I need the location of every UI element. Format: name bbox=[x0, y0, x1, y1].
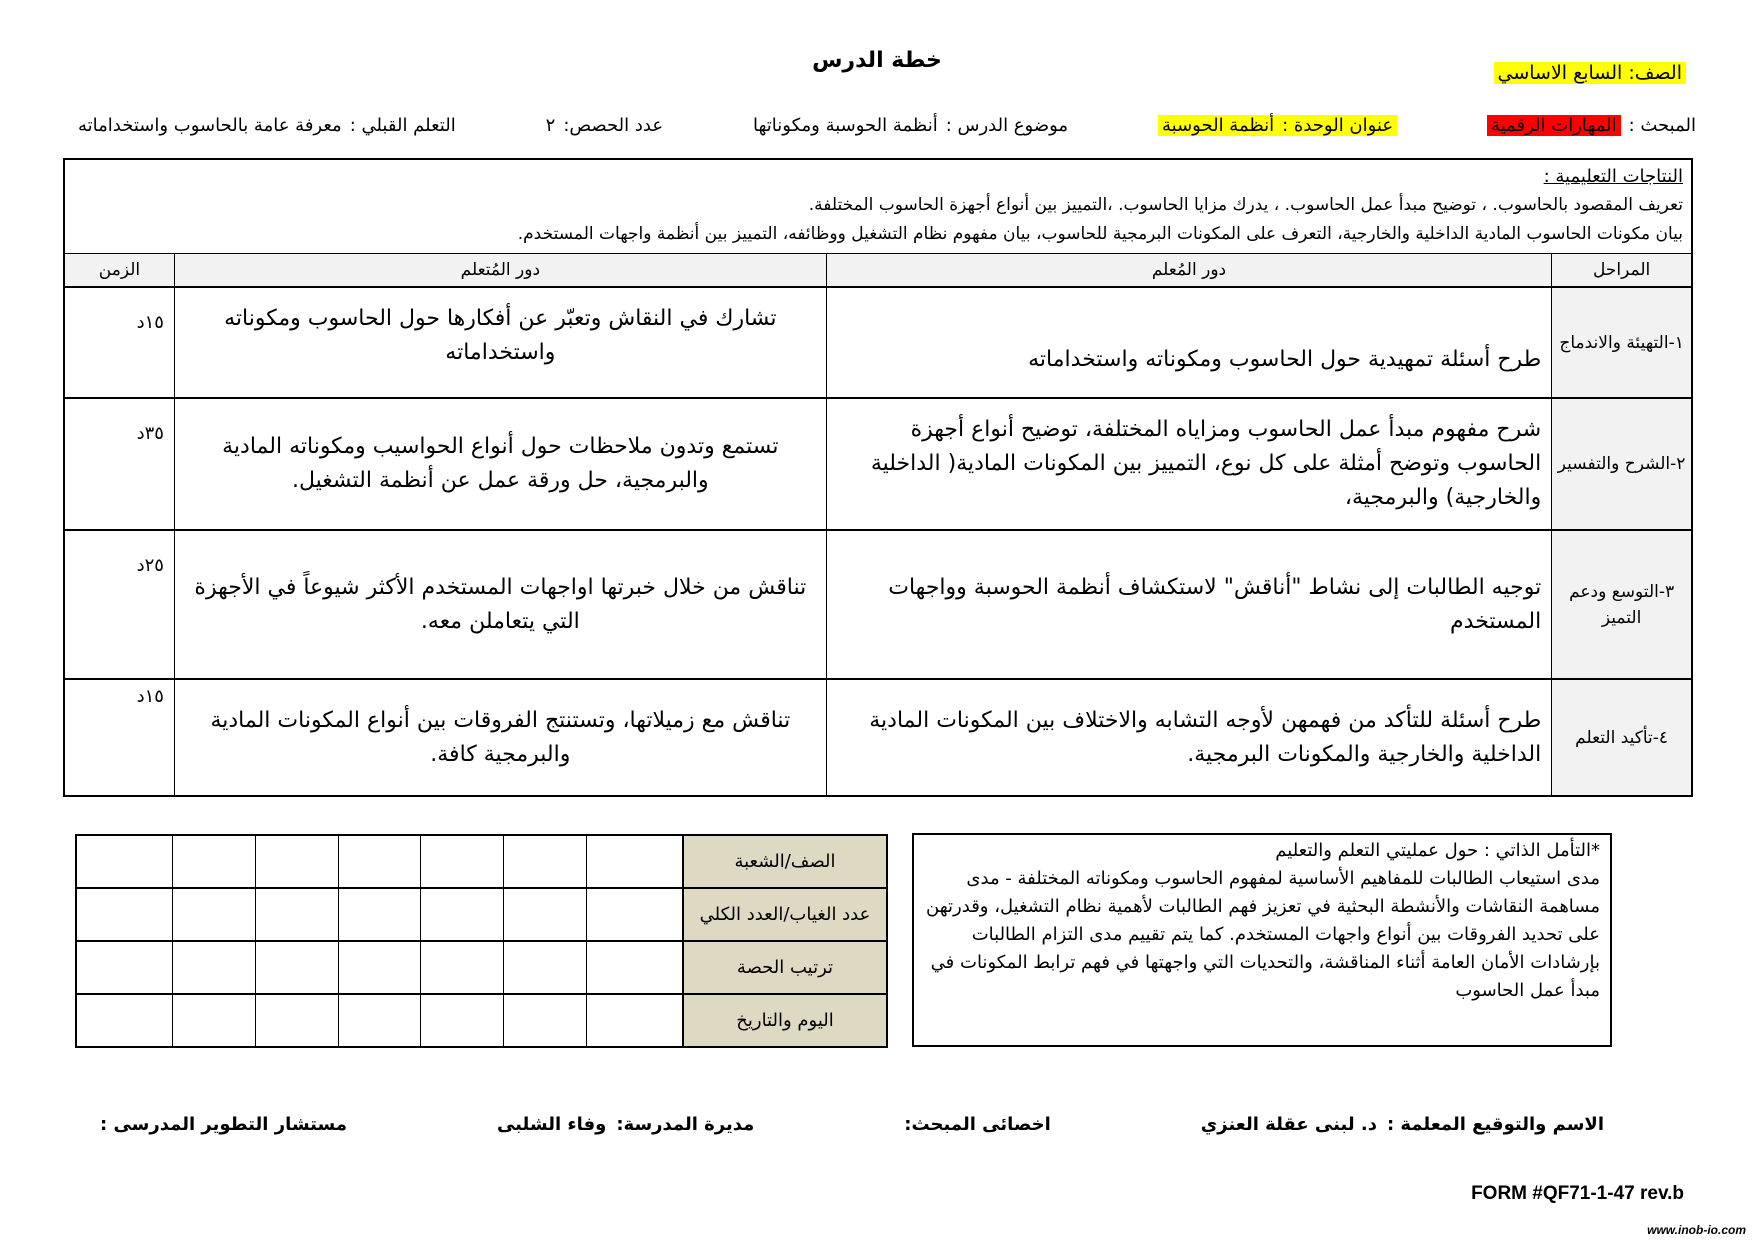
learner-role-cell: تناقش مع زميلاتها، وتستنتج الفروقات بين أنواع المكونات المادية والبرمجية كافة. bbox=[174, 679, 826, 796]
attendance-cell[interactable] bbox=[586, 941, 683, 994]
teacher-signature-label: الاسم والتوقيع المعلمة : bbox=[1386, 1114, 1604, 1135]
self-reflection-box bbox=[912, 833, 1612, 1047]
attendance-cell[interactable] bbox=[338, 888, 421, 941]
attendance-row bbox=[76, 888, 887, 941]
teacher-role-cell: طرح أسئلة تمهيدية حول الحاسوب ومكوناته واستخداماته bbox=[826, 287, 1551, 398]
attendance-cell[interactable] bbox=[173, 888, 256, 941]
teacher-role-cell: توجيه الطالبات إلى نشاط "أناقش" لاستكشاف أنظمة الحوسبة وواجهات المستخدم bbox=[826, 530, 1551, 679]
grade-label: الصف: bbox=[1628, 62, 1682, 84]
attendance-row bbox=[76, 835, 887, 888]
attendance-cell[interactable] bbox=[338, 835, 421, 888]
topic-value: أنظمة الحوسبة ومكوناتها bbox=[753, 114, 938, 136]
attendance-cell[interactable] bbox=[504, 941, 587, 994]
attendance-cell[interactable] bbox=[586, 888, 683, 941]
attendance-cell[interactable] bbox=[255, 941, 338, 994]
outcomes-title: النتاجات التعليمية : bbox=[1543, 166, 1683, 187]
attendance-cell[interactable] bbox=[255, 994, 338, 1047]
unit-field bbox=[1158, 115, 1397, 136]
attendance-cell[interactable] bbox=[76, 835, 173, 888]
topic-field bbox=[753, 115, 1068, 136]
prior-learning-value: معرفة عامة بالحاسوب واستخداماته bbox=[78, 114, 342, 136]
attendance-cell[interactable] bbox=[255, 888, 338, 941]
prior-learning-field bbox=[78, 115, 456, 136]
outcomes-line-2: بيان مكونات الحاسوب المادية الداخلية والخارجية، التعرف على المكونات البرمجية للحاسوب، بيان مفهوم نظام التشغيل ووظائفه، التمييز بين أنظمة واجهات المستخدم. bbox=[517, 224, 1683, 244]
teacher-role-cell: طرح أسئلة للتأكد من فهمهن لأوجه التشابه والاختلاف بين المكونات المادية الداخلية والخارجية والمكونات البرمجية. bbox=[826, 679, 1551, 796]
time-cell: ١٥د bbox=[64, 679, 174, 796]
attendance-cell[interactable] bbox=[255, 835, 338, 888]
specialist-label: اخصائى المبحث: bbox=[904, 1114, 1051, 1135]
prior-learning-label: التعلم القبلي : bbox=[349, 114, 456, 136]
header-time: الزمن bbox=[64, 254, 174, 288]
site-watermark: www.inob-io.com bbox=[1647, 1223, 1746, 1237]
attendance-cell[interactable] bbox=[173, 941, 256, 994]
attendance-cell[interactable] bbox=[76, 941, 173, 994]
teacher-role-cell: شرح مفهوم مبدأ عمل الحاسوب ومزاياه المختلفة، توضيح أنواع أجهزة الحاسوب وتوضح أمثلة على كل نوع، التمييز بين المكونات المادية( الداخلية والخارجية) والبرمجية، bbox=[826, 398, 1551, 530]
header-stages: المراحل bbox=[1552, 254, 1692, 288]
attendance-cell[interactable] bbox=[504, 835, 587, 888]
attendance-cell[interactable] bbox=[421, 835, 504, 888]
unit-label: عنوان الوحدة : bbox=[1282, 114, 1394, 136]
time-cell: ٢٥د bbox=[64, 530, 174, 679]
lesson-meta-row bbox=[78, 110, 1696, 140]
header-teacher-role: دور المُعلم bbox=[826, 254, 1551, 288]
subject-value: المهارات الرقمية bbox=[1487, 115, 1621, 136]
periods-field bbox=[546, 115, 663, 136]
attendance-cell[interactable] bbox=[421, 994, 504, 1047]
attendance-cell[interactable] bbox=[173, 835, 256, 888]
time-cell: ٣٥د bbox=[64, 398, 174, 530]
principal-signature bbox=[497, 1114, 754, 1144]
reflection-title: *التأمل الذاتي : حول عمليتي التعلم والتعليم bbox=[1275, 840, 1600, 861]
principal-name: وفاء الشلبى bbox=[496, 1114, 607, 1135]
learner-role-cell: تشارك في النقاش وتعبّر عن أفكارها حول الحاسوب ومكوناته واستخداماته bbox=[174, 287, 826, 398]
form-code: FORM #QF71-1-47 rev.b bbox=[1471, 1183, 1684, 1204]
lesson-plan-table bbox=[63, 158, 1693, 797]
grade-field bbox=[1494, 62, 1687, 84]
teacher-signature bbox=[1201, 1114, 1604, 1144]
time-cell: ١٥د bbox=[64, 287, 174, 398]
outcomes-line-1: تعريف المقصود بالحاسوب. ، توضيح مبدأ عمل الحاسوب. ، يدرك مزايا الحاسوب. ،التمييز بين أنواع أجهزة الحاسوب المختلفة. bbox=[808, 195, 1683, 215]
principal-label: مديرة المدرسة: bbox=[616, 1114, 755, 1135]
table-row bbox=[64, 530, 1692, 679]
stage-cell: ٤-تأكيد التعلم bbox=[1552, 679, 1692, 796]
learner-role-cell: تناقش من خلال خبرتها اواجهات المستخدم الأكثر شيوعاً في الأجهزة التي يتعاملن معه. bbox=[174, 530, 826, 679]
stage-cell: ٣-التوسع ودعم التميز bbox=[1552, 530, 1692, 679]
attendance-row bbox=[76, 941, 887, 994]
outcomes-row bbox=[64, 159, 1692, 254]
topic-label: موضوع الدرس : bbox=[945, 114, 1069, 136]
attendance-cell[interactable] bbox=[338, 941, 421, 994]
learner-role-cell: تستمع وتدون ملاحظات حول أنواع الحواسيب ومكوناته المادية والبرمجية، حل ورقة عمل عن أنظمة التشغيل. bbox=[174, 398, 826, 530]
learning-outcomes bbox=[64, 159, 1692, 254]
header-learner-role: دور المُتعلم bbox=[174, 254, 826, 288]
consultant-label: مستشار التطوير المدرسى : bbox=[100, 1114, 347, 1135]
subject-label: المبحث : bbox=[1628, 114, 1696, 136]
attendance-table bbox=[75, 834, 888, 1048]
specialist-signature bbox=[904, 1114, 1050, 1144]
attendance-cell[interactable] bbox=[421, 941, 504, 994]
attendance-label: ترتيب الحصة bbox=[683, 941, 887, 994]
attendance-cell[interactable] bbox=[586, 994, 683, 1047]
attendance-cell[interactable] bbox=[586, 835, 683, 888]
attendance-cell[interactable] bbox=[173, 994, 256, 1047]
attendance-row bbox=[76, 994, 887, 1047]
subject-field bbox=[1487, 115, 1696, 136]
attendance-label: الصف/الشعبة bbox=[683, 835, 887, 888]
attendance-cell[interactable] bbox=[338, 994, 421, 1047]
attendance-label: عدد الغياب/العدد الكلي bbox=[683, 888, 887, 941]
grade-highlight bbox=[1494, 62, 1687, 84]
table-row bbox=[64, 679, 1692, 796]
consultant-signature bbox=[100, 1114, 347, 1144]
attendance-cell[interactable] bbox=[76, 994, 173, 1047]
attendance-cell[interactable] bbox=[421, 888, 504, 941]
table-row bbox=[64, 398, 1692, 530]
stage-cell: ٢-الشرح والتفسير bbox=[1552, 398, 1692, 530]
teacher-name: د. لبنى عقلة العنزي bbox=[1200, 1114, 1377, 1135]
attendance-label: اليوم والتاريخ bbox=[683, 994, 887, 1047]
attendance-cell[interactable] bbox=[504, 888, 587, 941]
signatures-row bbox=[100, 1114, 1604, 1144]
attendance-cell[interactable] bbox=[76, 888, 173, 941]
reflection-text: مدى استيعاب الطالبات للمفاهيم الأساسية لمفهوم الحاسوب ومكوناته المختلفة - مدى مساهمة النقاشات والأنشطة البحثية في تعزيز فهم الطالبات لأهمية نظام التشغيل، وقدرتهن على تحديد الفروقات بين أنواع واجهات المستخدم. كما يتم تقييم مدى التزام الطالبات بإرشادات الأمان العامة أثناء المناقشة، والتحديات التي واجهتها في فهم ترابط المكونات في مبدأ عمل الحاسوب bbox=[926, 868, 1600, 1001]
periods-label: عدد الحصص: bbox=[563, 114, 664, 136]
grade-value: السابع الاساسي bbox=[1497, 62, 1623, 84]
attendance-cell[interactable] bbox=[504, 994, 587, 1047]
table-header-row bbox=[64, 254, 1692, 288]
periods-value: ٢ bbox=[545, 114, 556, 136]
page-title: خطة الدرس bbox=[812, 48, 942, 73]
unit-value: أنظمة الحوسبة bbox=[1162, 114, 1275, 136]
table-row bbox=[64, 287, 1692, 398]
stage-cell: ١-التهيئة والاندماج bbox=[1552, 287, 1692, 398]
